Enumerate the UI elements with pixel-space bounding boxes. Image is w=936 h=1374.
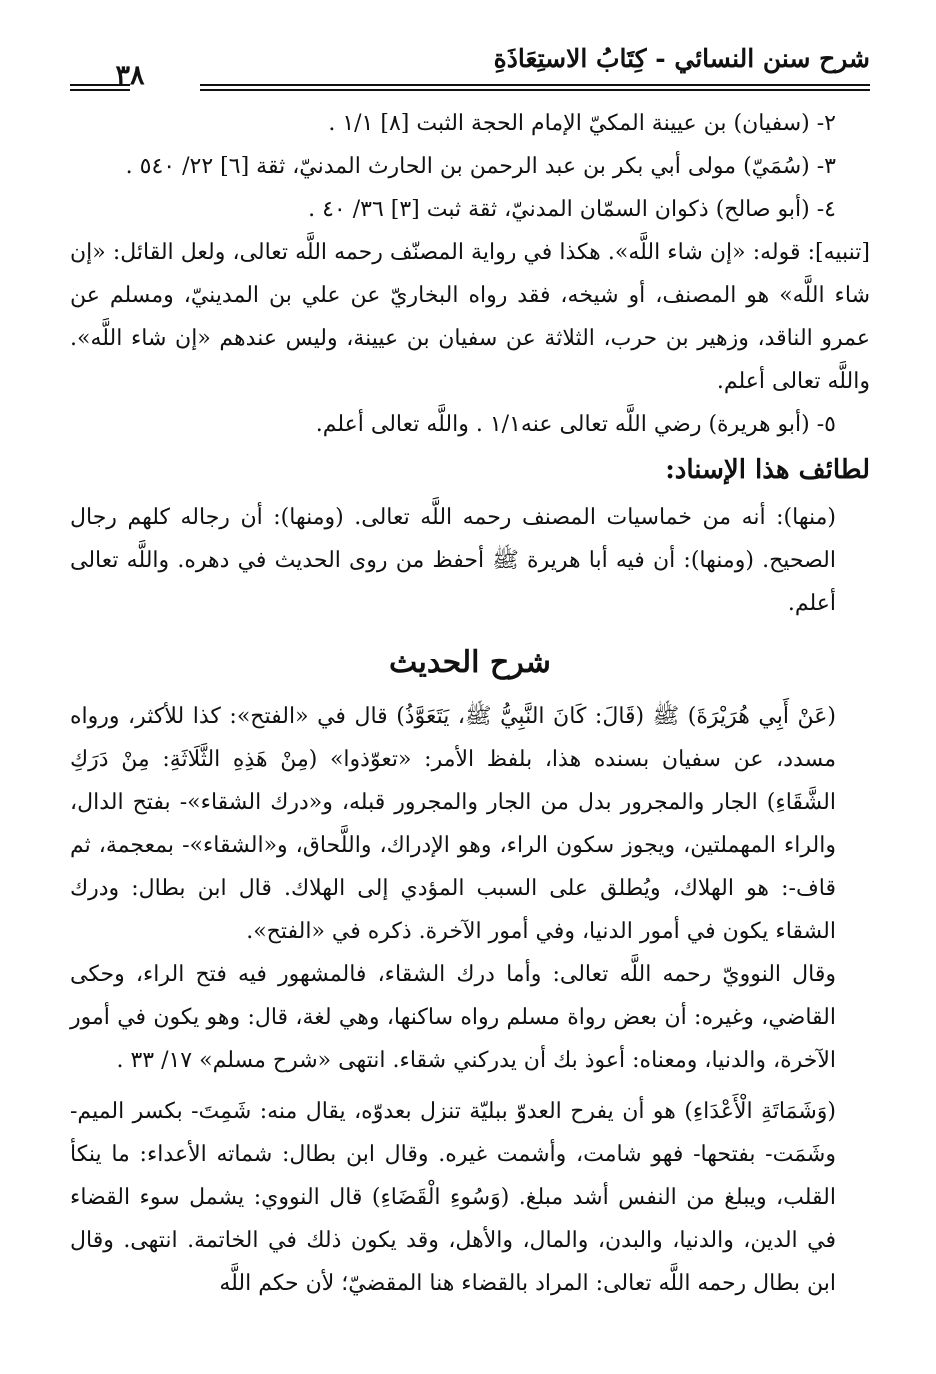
lataif-paragraph: (منها): أنه من خماسيات المصنف رحمه اللَّه تعالى. (ومنها): أن رجاله كلهم رجال الصحيح. (ومنها): أن فيه أبا هريرة ﷺ أحفظ من روى الحديث في دهره. واللَّه تعالى أعلم. [70, 505, 836, 616]
header-rule [200, 84, 870, 86]
narrator-entry: ٤- (أبو صالح) ذكوان السمّان المدنيّ، ثقة ثبت [٣] ٣٦/ ٤٠ . [308, 197, 836, 222]
commentary-paragraph: (عَنْ أَبِي هُرَيْرَةَ) ﷺ (قَالَ: كَانَ النَّبِيُّ ﷺ، يَتَعَوَّذُ) قال في «الفتح»: كذا للأكثر، ورواه مسدد، عن سفيان بسنده هذا، بلفظ الأمر: «تعوّذوا» (مِنْ هَذِهِ الثَّلَاثَةِ: مِنْ دَرَكِ الشَّقَاءِ) الجار والمجرور بدل من الجار والمجرور قبله، و«درك الشقاء»- بفتح الدال، والراء المهملتين، ويجوز سكون الراء، وهو الإدراك، واللَّحاق، و«الشقاء»- بمعجمة، ثم قاف-: هو الهلاك، ويُطلق على السبب المؤدي إلى الهلاك. قال ابن بطال: ودرك الشقاء يكون في أمور الدنيا، وفي أمور الآخرة. ذكره في «الفتح». [70, 704, 836, 944]
narrator-entry: ٥- (أبو هريرة) رضي اللَّه تعالى عنه١/١ . واللَّه تعالى أعلم. [315, 412, 836, 437]
narrator-entry: ٣- (سُمَيّ) مولى أبي بكر بن عبد الرحمن بن الحارث المدنيّ، ثقة [٦] ٢٢/ ٥٤٠ . [125, 154, 836, 179]
section-heading-lataif: لطائف هذا الإسناد: [665, 455, 870, 485]
narrator-entry: ٢- (سفيان) بن عيينة المكيّ الإمام الحجة الثبت [٨] ١/١ . [328, 111, 836, 136]
header-rule [200, 89, 870, 91]
page-number: ٣٨ [115, 60, 145, 91]
book-page [70, 40, 870, 1350]
tanbih-note: [تنبيه]: قوله: «إن شاء اللَّه». هكذا في رواية المصنّف رحمه اللَّه تعالى، ولعل القائل: «إن شاء اللَّه» هو المصنف، أو شيخه، فقد رواه البخاريّ عن علي بن المدينيّ، ومسلم عن عمرو الناقد، وزهير بن حرب، الثلاثة عن سفيان بن عيينة، وليس عندهم «إن شاء اللَّه». واللَّه تعالى أعلم. [70, 240, 870, 394]
page-header [70, 40, 870, 102]
commentary-paragraph: وقال النوويّ رحمه اللَّه تعالى: وأما درك الشقاء، فالمشهور فيه فتح الراء، وحكى القاضي، وغيره: أن بعض رواة مسلم رواه ساكنها، وهي لغة، قال: وهو يكون في أمور الآخرة، والدنيا، ومعناه: أعوذ بك أن يدركني شقاء. انتهى «شرح مسلم» ١٧/ ٣٣ . [70, 962, 836, 1073]
paragraph-gap [70, 1082, 870, 1090]
commentary-paragraph: (وَشَمَاتَةِ الْأَعْدَاءِ) هو أن يفرح العدوّ ببليّة تنزل بعدوّه، يقال منه: شَمِتَ- بكسر الميم- وشَمَت- بفتحها- فهو شامت، وأشمت غيره. وقال ابن بطال: شماته الأعداء: ما ينكأ القلب، ويبلغ من النفس أشد مبلغ. (وَسُوءِ الْقَضَاءِ) قال النووي: يشمل سوء القضاء في الدين، والدنيا، والبدن، والمال، والأهل، وقد يكون ذلك في الخاتمة. انتهى. وقال ابن بطال رحمه اللَّه تعالى: المراد بالقضاء هنا المقضيّ؛ لأن حكم اللَّه [70, 1099, 836, 1296]
page-body [70, 102, 870, 1305]
header-rule [70, 89, 130, 91]
section-heading-sharh: شرح الحديث [389, 645, 551, 680]
running-title: شرح سنن النسائي - كِتَابُ الاستِعَاذَةِ [493, 44, 870, 73]
header-rule [70, 84, 130, 86]
